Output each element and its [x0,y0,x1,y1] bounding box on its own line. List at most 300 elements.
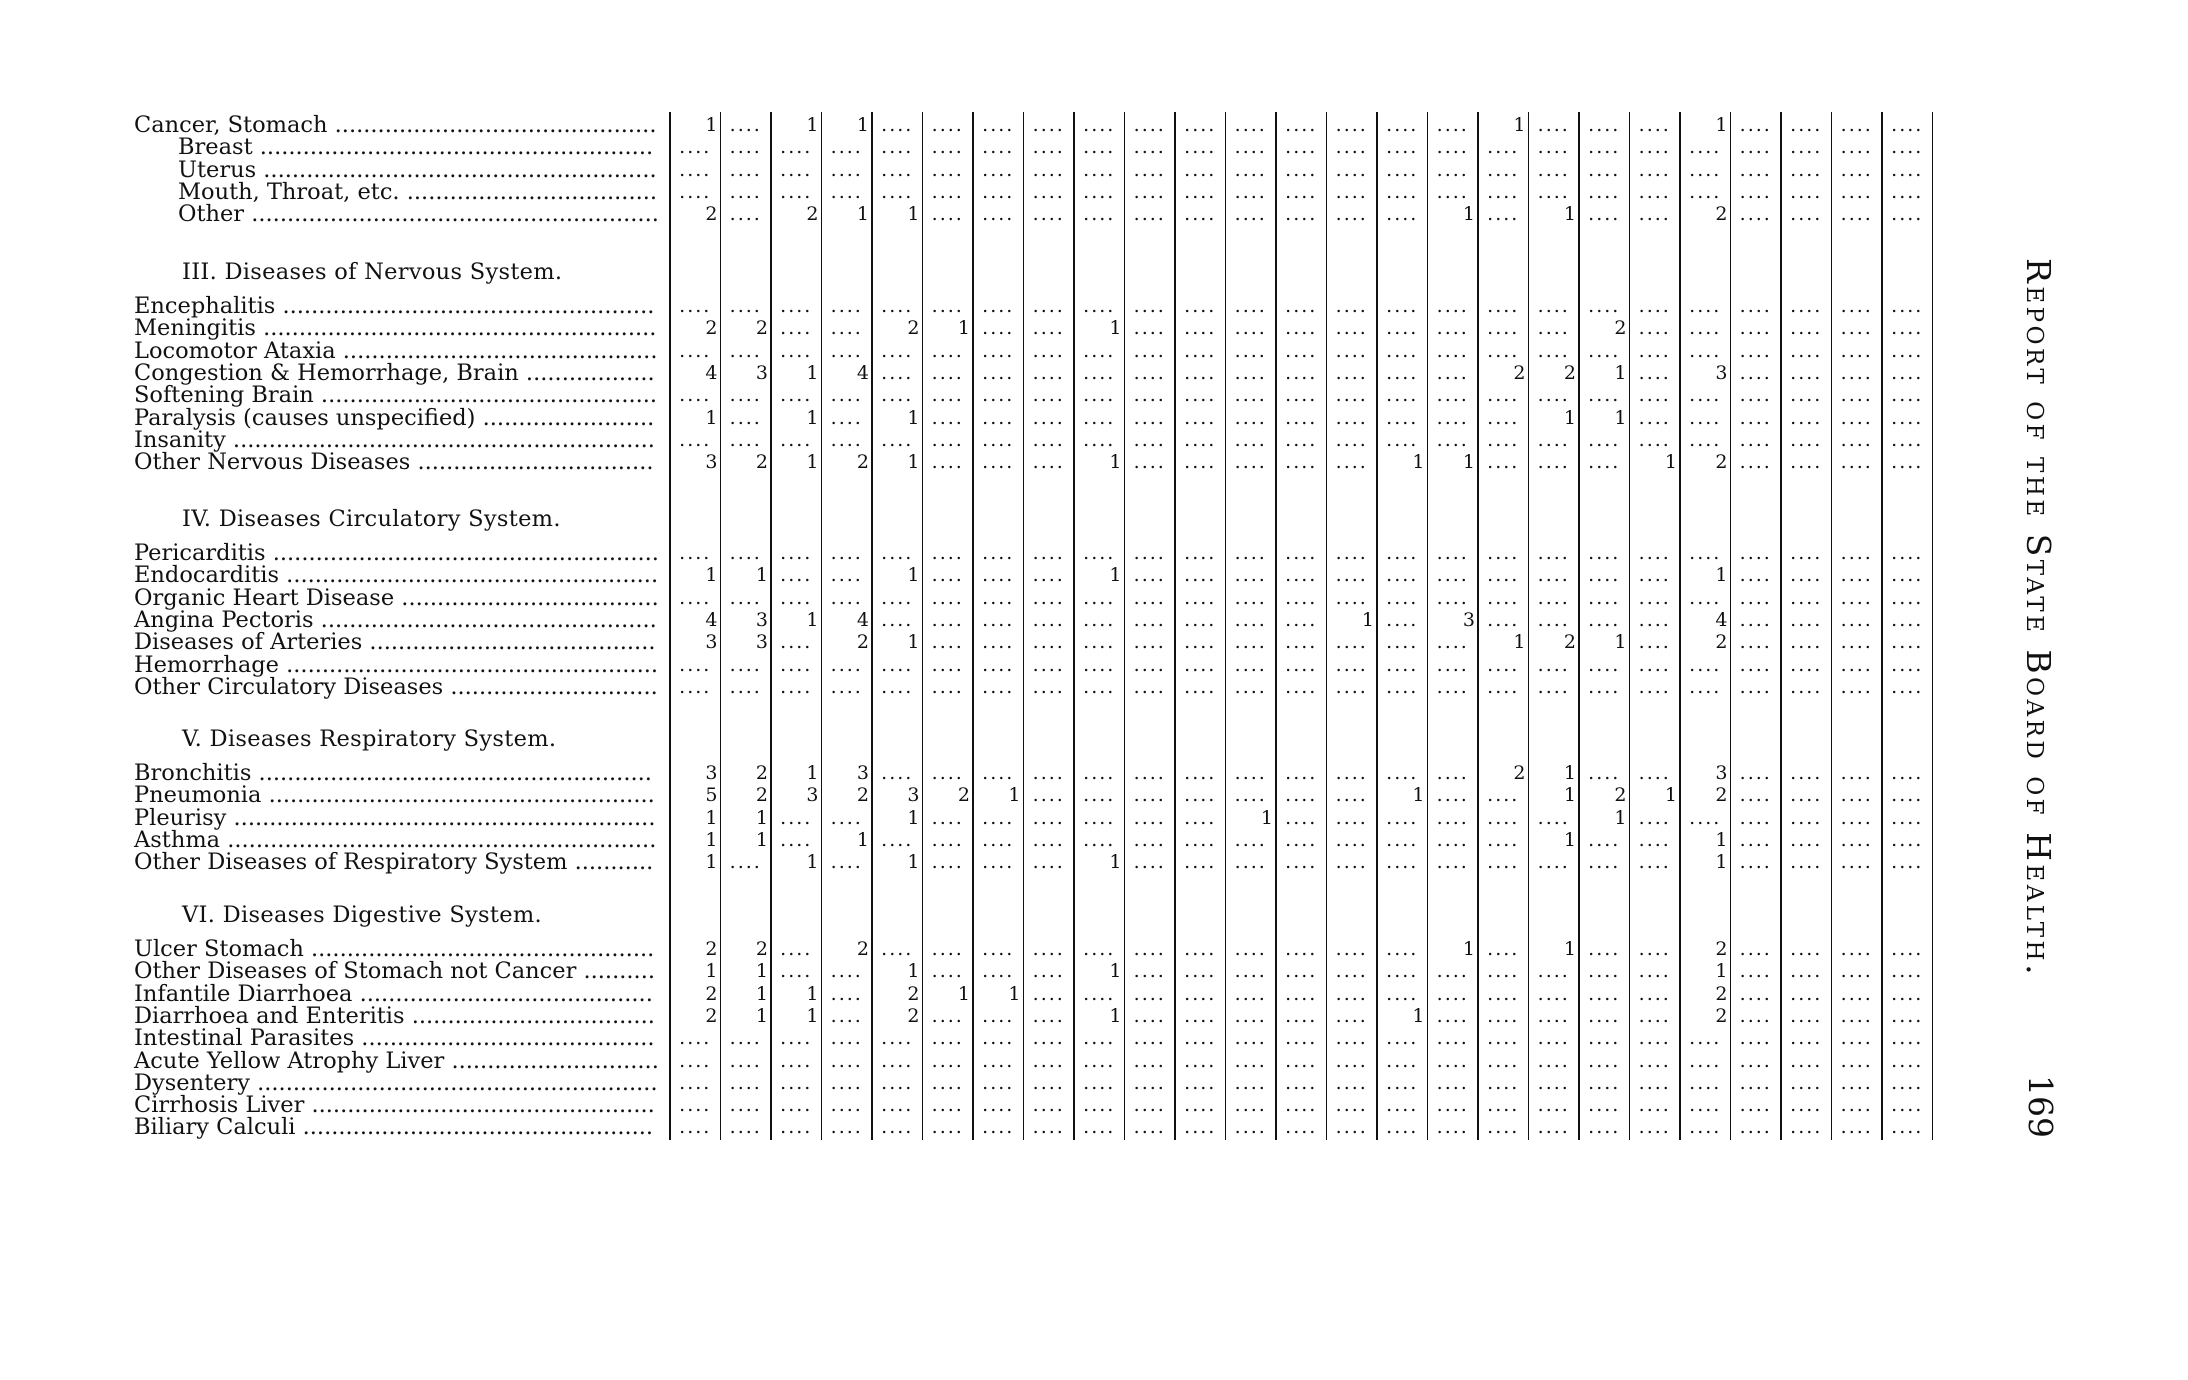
empty-cell: .... [881,1094,914,1117]
value-cell: 1 [1513,631,1526,654]
value-cell: 1 [806,762,819,784]
empty-cell: .... [1790,1071,1823,1094]
value-cell: 2 [806,203,819,226]
value-cell: 1 [1715,114,1728,136]
empty-cell: .... [1386,1116,1419,1139]
empty-cell: .... [1840,762,1873,784]
page-number: 169 [2021,1075,2060,1138]
empty-cell: .... [1234,203,1267,226]
value-cell: 1 [806,406,819,429]
row-label-text: Breast [178,134,253,161]
column-rule [1174,112,1176,1140]
value-cell: 2 [1614,784,1627,807]
empty-cell: .... [1335,203,1368,226]
empty-cell: .... [1335,851,1368,874]
empty-cell: .... [1790,180,1823,203]
empty-cell: .... [1891,784,1924,807]
empty-cell: .... [1234,631,1267,654]
empty-cell: .... [1638,982,1671,1005]
empty-cell: .... [1335,1116,1368,1139]
empty-cell: .... [1790,295,1823,317]
empty-cell: .... [1840,982,1873,1005]
value-cell: 1 [1563,406,1576,429]
empty-cell: .... [931,653,964,676]
empty-cell: .... [931,586,964,609]
empty-cell: .... [1133,1094,1166,1117]
empty-cell: .... [1083,114,1116,136]
empty-cell: .... [1032,361,1065,384]
empty-cell: .... [1234,136,1267,159]
empty-cell: .... [1840,938,1873,960]
empty-cell: .... [830,1071,863,1094]
empty-cell: .... [1285,675,1318,698]
empty-cell: .... [1537,542,1570,564]
empty-cell: .... [1083,136,1116,159]
empty-cell: .... [1537,851,1570,874]
empty-cell: .... [1689,1116,1722,1139]
empty-cell: .... [1083,1094,1116,1117]
value-cell: 1 [1109,451,1122,474]
empty-cell: .... [1487,339,1520,362]
empty-cell: .... [1840,158,1873,181]
dot-leader: ........................................................ [249,1069,658,1096]
empty-cell: .... [931,158,964,181]
empty-cell: .... [1184,1116,1217,1139]
empty-cell: .... [1133,1071,1166,1094]
empty-cell: .... [780,938,813,960]
empty-cell: .... [1032,428,1065,451]
empty-cell: .... [780,675,813,698]
empty-cell: .... [1588,982,1621,1005]
value-cell: 1 [705,828,718,851]
empty-cell: .... [1285,982,1318,1005]
value-cell: 3 [1462,608,1475,631]
empty-cell: .... [1790,806,1823,829]
empty-cell: .... [1335,451,1368,474]
empty-cell: .... [881,295,914,317]
empty-cell: .... [1133,428,1166,451]
empty-cell: .... [1689,675,1722,698]
empty-cell: .... [1638,828,1671,851]
empty-cell: .... [1537,982,1570,1005]
value-cell: 2 [907,982,920,1005]
empty-cell: .... [931,339,964,362]
empty-cell: .... [1386,653,1419,676]
empty-cell: .... [881,114,914,136]
empty-cell: .... [1487,982,1520,1005]
empty-cell: .... [1537,114,1570,136]
empty-cell: .... [1436,1004,1469,1027]
empty-cell: .... [1840,136,1873,159]
row-label-text: Hemorrhage [134,651,279,678]
empty-cell: .... [1739,114,1772,136]
empty-cell: .... [1790,608,1823,631]
empty-cell: .... [1638,1004,1671,1027]
empty-cell: .... [1285,1071,1318,1094]
value-cell: 4 [705,608,718,631]
value-cell: 1 [1109,1004,1122,1027]
row-label [134,450,654,474]
empty-cell: .... [1689,406,1722,429]
empty-cell: .... [1335,1027,1368,1050]
value-cell: 1 [705,406,718,429]
dot-leader: .................................................... [279,562,659,589]
empty-cell: .... [1083,608,1116,631]
empty-cell: .... [830,406,863,429]
empty-cell: .... [1083,203,1116,226]
empty-cell: .... [1487,675,1520,698]
empty-cell: .... [1739,806,1772,829]
empty-cell: .... [931,1049,964,1072]
empty-cell: .... [1537,806,1570,829]
empty-cell: .... [1487,1049,1520,1072]
empty-cell: .... [1891,339,1924,362]
empty-cell: .... [1285,384,1318,407]
value-cell: 1 [755,806,768,829]
empty-cell: .... [1638,203,1671,226]
empty-cell: .... [931,762,964,784]
empty-cell: .... [780,1094,813,1117]
value-cell: 2 [1715,982,1728,1005]
empty-cell: .... [1083,384,1116,407]
value-cell: 1 [907,806,920,829]
column-rule [1073,112,1075,1140]
empty-cell: .... [1739,158,1772,181]
empty-cell: .... [780,1071,813,1094]
empty-cell: .... [1335,1049,1368,1072]
value-cell: 3 [806,784,819,807]
empty-cell: .... [1891,542,1924,564]
empty-cell: .... [1891,564,1924,587]
value-cell: 2 [1513,762,1526,784]
empty-cell: .... [1133,406,1166,429]
value-cell: 1 [705,851,718,874]
empty-cell: .... [1133,339,1166,362]
empty-cell: .... [1840,339,1873,362]
empty-cell: .... [1234,361,1267,384]
empty-cell: .... [1840,675,1873,698]
empty-cell: .... [1689,1071,1722,1094]
empty-cell: .... [982,180,1015,203]
empty-cell: .... [1537,608,1570,631]
empty-cell: .... [1891,762,1924,784]
value-cell: 1 [1563,784,1576,807]
empty-cell: .... [1487,564,1520,587]
dot-leader: ...................................................... [261,782,655,809]
empty-cell: .... [1891,653,1924,676]
empty-cell: .... [982,762,1015,784]
empty-cell: .... [830,564,863,587]
value-cell: 1 [1563,762,1576,784]
empty-cell: .... [1436,828,1469,851]
empty-cell: .... [1790,114,1823,136]
empty-cell: .... [1133,203,1166,226]
empty-cell: .... [1184,406,1217,429]
empty-cell: .... [1840,1094,1873,1117]
empty-cell: .... [1184,762,1217,784]
empty-cell: .... [1234,1071,1267,1094]
value-cell: 2 [1715,631,1728,654]
empty-cell: .... [1487,180,1520,203]
empty-cell: .... [1436,586,1469,609]
empty-cell: .... [1386,180,1419,203]
empty-cell: .... [881,428,914,451]
row-label-text: Pleurisy [134,804,227,831]
row-label-text: Other Circulatory Diseases [134,673,444,700]
column-rule [1023,112,1025,1140]
empty-cell: .... [1840,806,1873,829]
value-cell: 1 [907,851,920,874]
empty-cell: .... [1386,542,1419,564]
empty-cell: .... [1739,180,1772,203]
empty-cell: .... [1588,136,1621,159]
value-cell: 1 [1664,451,1677,474]
empty-cell: .... [1588,586,1621,609]
empty-cell: .... [1790,384,1823,407]
empty-cell: .... [1689,180,1722,203]
empty-cell: .... [1083,339,1116,362]
empty-cell: .... [982,806,1015,829]
empty-cell: .... [1891,938,1924,960]
value-cell: 1 [1715,564,1728,587]
empty-cell: .... [931,114,964,136]
empty-cell: .... [1638,564,1671,587]
empty-cell: .... [1386,762,1419,784]
empty-cell: .... [1133,295,1166,317]
value-cell: 2 [1563,631,1576,654]
empty-cell: .... [679,586,712,609]
empty-cell: .... [1335,406,1368,429]
empty-cell: .... [679,339,712,362]
empty-cell: .... [1083,828,1116,851]
column-rule [1477,112,1479,1140]
row-label-text: Other [178,201,245,228]
column-rule [1730,112,1732,1140]
empty-cell: .... [1891,428,1924,451]
empty-cell: .... [1588,1027,1621,1050]
empty-cell: .... [1032,158,1065,181]
empty-cell: .... [1790,675,1823,698]
dot-leader: ....................................................... [255,315,657,342]
dot-leader: ............................................... [313,606,657,633]
value-cell: 1 [1563,203,1576,226]
empty-cell: .... [1739,1027,1772,1050]
column-rule [1427,112,1429,1140]
empty-cell: .... [1739,675,1772,698]
value-cell: 1 [1462,938,1475,960]
empty-cell: .... [1537,653,1570,676]
value-cell: 1 [755,828,768,851]
column-rule [972,112,974,1140]
empty-cell: .... [1285,631,1318,654]
empty-cell: .... [1032,982,1065,1005]
empty-cell: .... [1083,180,1116,203]
row-label-text: Uterus [178,156,257,183]
column-rule [1780,112,1782,1140]
dot-leader: ................................. [410,449,654,476]
empty-cell: .... [1739,203,1772,226]
empty-cell: .... [830,428,863,451]
empty-cell: .... [1638,317,1671,340]
value-cell: 1 [1715,828,1728,851]
empty-cell: .... [1234,982,1267,1005]
empty-cell: .... [1891,361,1924,384]
empty-cell: .... [1487,653,1520,676]
empty-cell: .... [1588,960,1621,983]
empty-cell: .... [1689,542,1722,564]
empty-cell: .... [881,1027,914,1050]
empty-cell: .... [881,1116,914,1139]
empty-cell: .... [1891,158,1924,181]
empty-cell: .... [1537,675,1570,698]
empty-cell: .... [1689,384,1722,407]
empty-cell: .... [780,653,813,676]
empty-cell: .... [1234,938,1267,960]
empty-cell: .... [1487,295,1520,317]
empty-cell: .... [982,317,1015,340]
empty-cell: .... [1386,631,1419,654]
value-cell: 2 [1513,361,1526,384]
empty-cell: .... [931,406,964,429]
value-cell: 1 [957,982,970,1005]
value-cell: 1 [1563,828,1576,851]
empty-cell: .... [1032,960,1065,983]
empty-cell: .... [830,158,863,181]
empty-cell: .... [1184,564,1217,587]
empty-cell: .... [679,1027,712,1050]
empty-cell: .... [982,586,1015,609]
empty-cell: .... [1436,851,1469,874]
empty-cell: .... [1032,1071,1065,1094]
empty-cell: .... [1386,203,1419,226]
empty-cell: .... [982,1071,1015,1094]
value-cell: 1 [755,1004,768,1027]
empty-cell: .... [1234,384,1267,407]
empty-cell: .... [1133,806,1166,829]
empty-cell: .... [830,1049,863,1072]
empty-cell: .... [982,451,1015,474]
empty-cell: .... [1487,806,1520,829]
empty-cell: .... [1537,1116,1570,1139]
empty-cell: .... [780,828,813,851]
empty-cell: .... [830,982,863,1005]
empty-cell: .... [1184,851,1217,874]
empty-cell: .... [1285,136,1318,159]
empty-cell: .... [1032,631,1065,654]
empty-cell: .... [780,631,813,654]
section-heading: IV. Diseases Circulatory System. [182,506,561,532]
empty-cell: .... [1840,828,1873,851]
empty-cell: .... [1386,384,1419,407]
empty-cell: .... [1588,675,1621,698]
empty-cell: .... [1133,851,1166,874]
dot-leader: ............................................. [327,112,657,138]
empty-cell: .... [1487,384,1520,407]
empty-cell: .... [931,451,964,474]
value-cell: 1 [1513,114,1526,136]
value-cell: 1 [806,451,819,474]
empty-cell: .... [1790,938,1823,960]
empty-cell: .... [1234,586,1267,609]
empty-cell: .... [1689,1049,1722,1072]
empty-cell: .... [830,1027,863,1050]
empty-cell: .... [1133,828,1166,851]
row-label-text: Infantile Diarrhoea [134,980,353,1007]
empty-cell: .... [1739,982,1772,1005]
empty-cell: .... [1285,295,1318,317]
empty-cell: .... [1638,1116,1671,1139]
empty-cell: .... [1790,158,1823,181]
empty-cell: .... [1234,317,1267,340]
empty-cell: .... [1184,339,1217,362]
empty-cell: .... [1638,114,1671,136]
empty-cell: .... [1083,762,1116,784]
empty-cell: .... [1891,1071,1924,1094]
empty-cell: .... [1386,158,1419,181]
empty-cell: .... [679,136,712,159]
empty-cell: .... [881,675,914,698]
empty-cell: .... [1184,938,1217,960]
empty-cell: .... [729,542,762,564]
value-cell: 5 [705,784,718,807]
value-cell: 1 [806,608,819,631]
empty-cell: .... [881,1049,914,1072]
empty-cell: .... [931,295,964,317]
empty-cell: .... [1133,938,1166,960]
empty-cell: .... [982,406,1015,429]
empty-cell: .... [679,1094,712,1117]
empty-cell: .... [1487,406,1520,429]
empty-cell: .... [1234,406,1267,429]
empty-cell: .... [1335,586,1368,609]
empty-cell: .... [1335,180,1368,203]
empty-cell: .... [1335,136,1368,159]
empty-cell: .... [1285,361,1318,384]
dot-leader: .......... [576,958,656,985]
empty-cell: .... [1790,653,1823,676]
empty-cell: .... [1436,784,1469,807]
empty-cell: .... [1285,203,1318,226]
empty-cell: .... [1739,653,1772,676]
empty-cell: .... [1184,960,1217,983]
empty-cell: .... [1638,180,1671,203]
empty-cell: .... [1790,406,1823,429]
empty-cell: .... [1386,938,1419,960]
empty-cell: .... [1739,564,1772,587]
empty-cell: .... [1335,542,1368,564]
empty-cell: .... [780,1027,813,1050]
empty-cell: .... [1638,295,1671,317]
empty-cell: .... [780,564,813,587]
empty-cell: .... [1083,982,1116,1005]
empty-cell: .... [1133,762,1166,784]
empty-cell: .... [1032,762,1065,784]
empty-cell: .... [830,542,863,564]
empty-cell: .... [1537,136,1570,159]
empty-cell: .... [729,1049,762,1072]
empty-cell: .... [1234,762,1267,784]
empty-cell: .... [1436,960,1469,983]
value-cell: 4 [1715,608,1728,631]
empty-cell: .... [1436,406,1469,429]
empty-cell: .... [1840,631,1873,654]
value-cell: 1 [705,564,718,587]
value-cell: 1 [856,203,869,226]
empty-cell: .... [1588,608,1621,631]
empty-cell: .... [1891,675,1924,698]
empty-cell: .... [1840,384,1873,407]
empty-cell: .... [1689,1094,1722,1117]
